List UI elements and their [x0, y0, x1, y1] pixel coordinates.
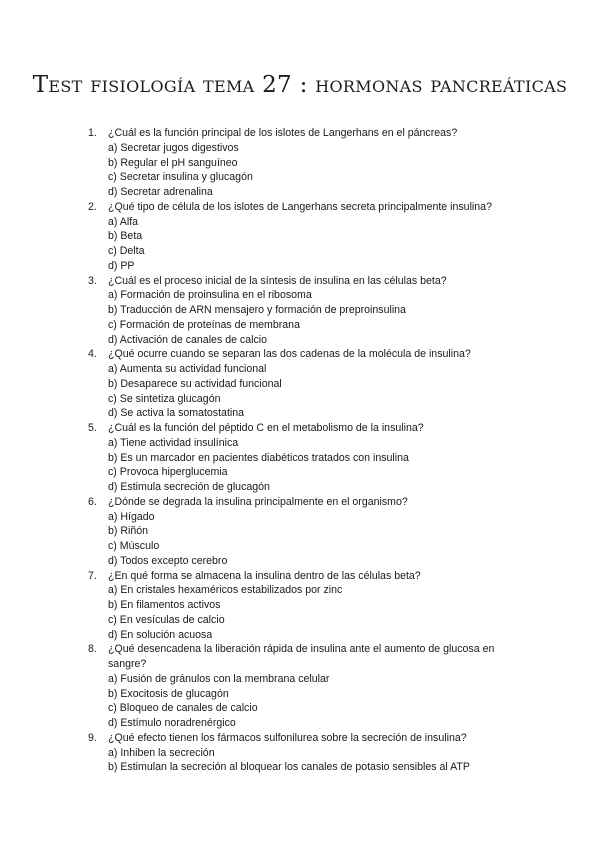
option-a: a) Aumenta su actividad funcional: [108, 363, 267, 375]
question-text: ¿Cuál es el proceso inicial de la síntesis de insulina en las células beta?: [108, 274, 447, 287]
option-c: c) Músculo: [108, 540, 160, 552]
option-d: d) Estimula secreción de glucagón: [108, 481, 270, 493]
question-number: 2.: [88, 200, 97, 213]
option-a: a) Fusión de gránulos con la membrana celular: [108, 672, 330, 685]
option-c: c) Provoca hiperglucemia: [108, 466, 228, 479]
option-d: d) Activación de canales de calcio: [108, 333, 267, 346]
option-list: [108, 362, 528, 421]
option-list: [108, 746, 528, 776]
option-d: d) En solución acuosa: [108, 628, 213, 641]
option-list: [108, 141, 528, 200]
option-a: a) En cristales hexaméricos estabilizados por zinc: [108, 584, 343, 597]
option-c: c) Bloqueo de canales de calcio: [108, 702, 258, 715]
question-list: [88, 126, 528, 775]
option-c: c) Formación de proteínas de membrana: [108, 318, 300, 331]
question-text: ¿Qué ocurre cuando se separan las dos cadenas de la molécula de insulina?: [108, 348, 471, 361]
question-item: [88, 642, 528, 731]
option-b: b) Es un marcador en pacientes diabéticos tratados con insulina: [108, 451, 409, 464]
option-b: b) Desaparece su actividad funcional: [108, 377, 282, 390]
option-b: b) Traducción de ARN mensajero y formación de preproinsulina: [108, 304, 406, 316]
option-d: d) PP: [108, 259, 135, 272]
option-list: [108, 215, 528, 274]
question-item: [88, 200, 528, 274]
option-a: a) Secretar jugos digestivos: [108, 141, 239, 154]
question-item: [88, 495, 528, 569]
option-a: a) Formación de proinsulina en el ribosoma: [108, 289, 312, 302]
question-text: ¿Dónde se degrada la insulina principalmente en el organismo?: [108, 495, 408, 508]
page-title: Test fisiología tema 27 : hormonas pancreáticas: [32, 72, 568, 98]
question-number: 9.: [88, 731, 97, 744]
question-number: 8.: [88, 643, 97, 656]
question-number: 4.: [88, 348, 97, 361]
option-a: a) Tiene actividad insulínica: [108, 436, 239, 449]
option-c: c) Se sintetiza glucagón: [108, 392, 221, 405]
option-list: [108, 510, 528, 569]
question-item: [88, 126, 528, 200]
question-text: ¿Qué tipo de célula de los islotes de Langerhans secreta principalmente insulina?: [108, 200, 492, 213]
option-c: c) Secretar insulina y glucagón: [108, 171, 253, 184]
question-text: ¿Cuál es la función principal de los islotes de Langerhans en el páncreas?: [108, 127, 458, 139]
option-list: [108, 436, 528, 495]
question-text: ¿Qué desencadena la liberación rápida de insulina ante el aumento de glucosa en sangre?: [108, 643, 495, 670]
option-d: d) Estímulo noradrenérgico: [108, 717, 236, 729]
option-d: d) Se activa la somatostatina: [108, 407, 245, 420]
option-b: b) En filamentos activos: [108, 599, 221, 611]
option-list: [108, 583, 528, 642]
question-text: ¿Cuál es la función del péptido C en el metabolismo de la insulina?: [108, 422, 424, 434]
option-b: b) Regular el pH sanguíneo: [108, 156, 238, 169]
question-number: 7.: [88, 569, 97, 582]
question-text: ¿Qué efecto tienen los fármacos sulfonilurea sobre la secreción de insulina?: [108, 731, 467, 744]
option-b: b) Estimulan la secreción al bloquear los canales de potasio sensibles al ATP: [108, 761, 470, 774]
option-a: a) Alfa: [108, 215, 139, 228]
option-list: [108, 672, 528, 731]
option-a: a) Inhiben la secreción: [108, 746, 215, 759]
question-number: 5.: [88, 422, 97, 434]
option-d: d) Todos excepto cerebro: [108, 554, 228, 567]
question-item: [88, 731, 528, 775]
option-c: c) Delta: [108, 245, 145, 257]
question-number: 6.: [88, 495, 97, 508]
option-b: b) Exocitosis de glucagón: [108, 687, 229, 700]
question-item: [88, 421, 528, 495]
option-d: d) Secretar adrenalina: [108, 186, 213, 198]
option-list: [108, 288, 528, 347]
question-text: ¿En qué forma se almacena la insulina dentro de las células beta?: [108, 569, 421, 582]
question-item: [88, 274, 528, 348]
option-b: b) Riñón: [108, 525, 149, 538]
option-c: c) En vesículas de calcio: [108, 613, 225, 626]
question-item: [88, 347, 528, 421]
option-b: b) Beta: [108, 230, 143, 243]
option-a: a) Hígado: [108, 510, 155, 523]
question-number: 1.: [88, 127, 97, 139]
question-number: 3.: [88, 274, 97, 287]
question-item: [88, 569, 528, 643]
